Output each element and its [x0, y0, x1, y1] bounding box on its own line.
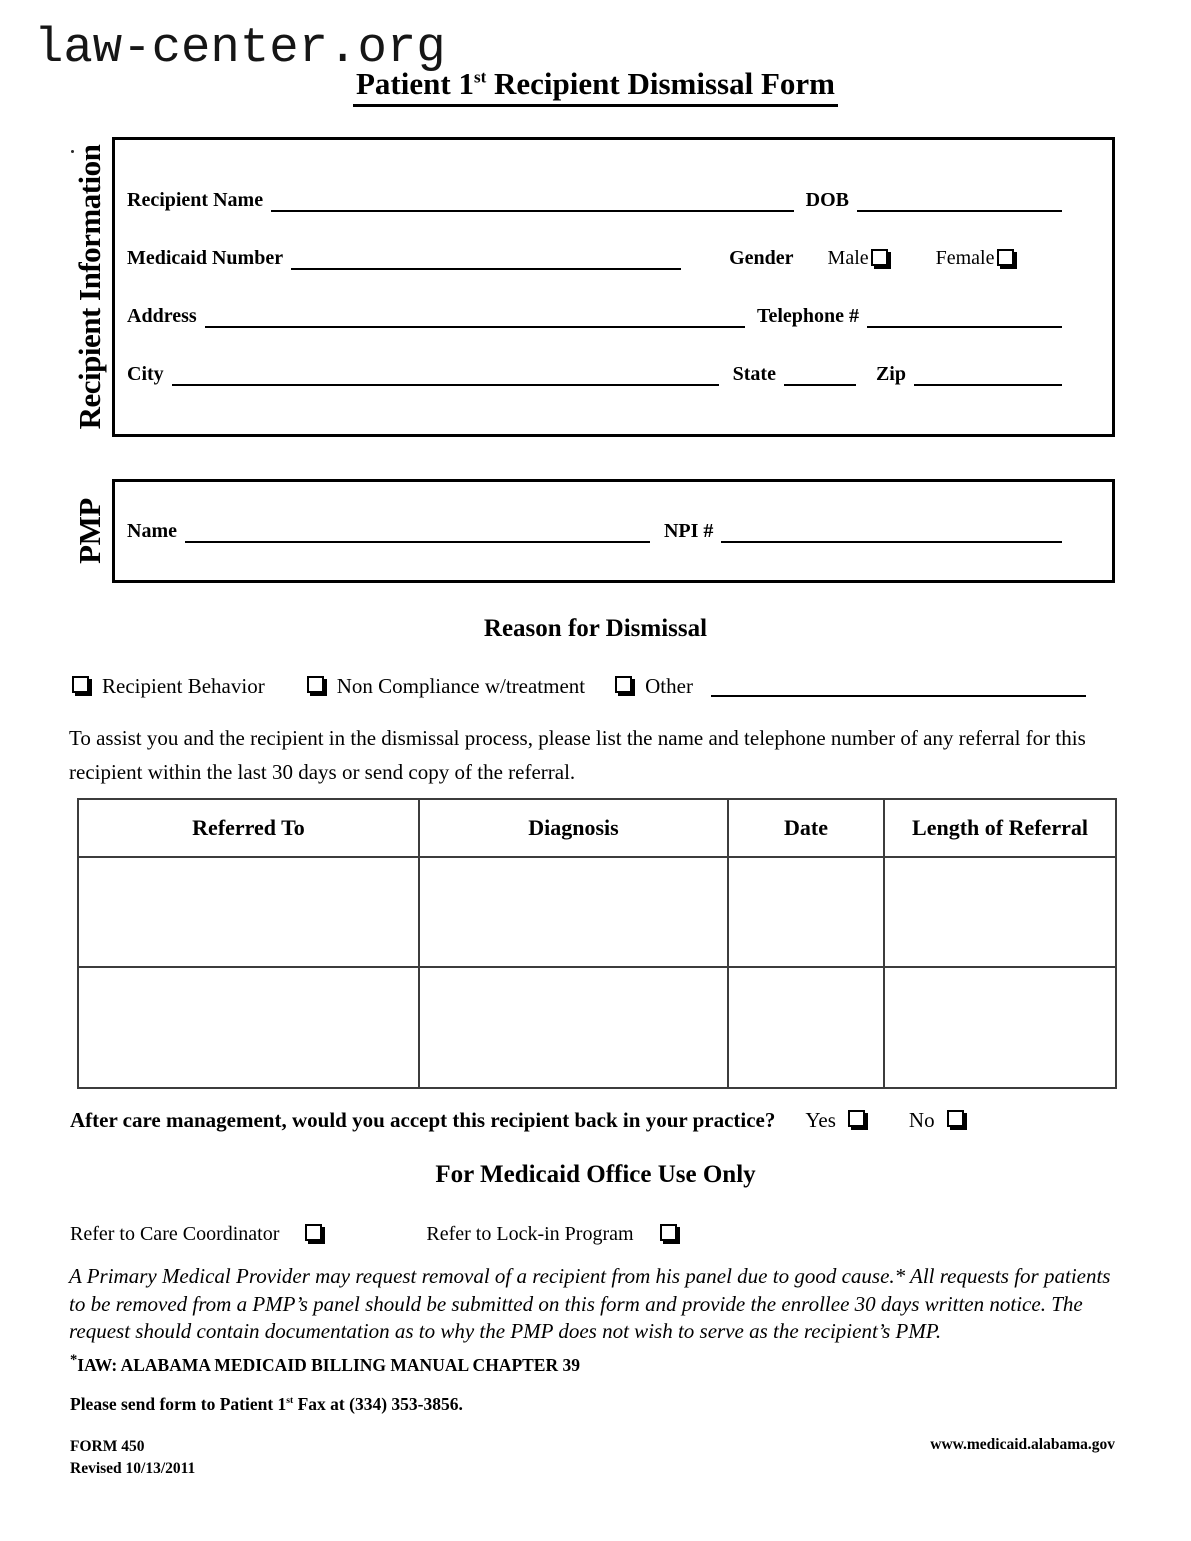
table-row [78, 857, 1116, 967]
recipient-section-label-column [68, 137, 112, 437]
medicaid-gender-row [127, 246, 1062, 270]
fax-suffix: Fax at (334) 353-3856. [293, 1394, 463, 1414]
iaw-reference [70, 1352, 580, 1376]
diagnosis-cell[interactable] [419, 857, 728, 967]
dob-line[interactable] [857, 188, 1062, 212]
length-cell[interactable] [884, 967, 1116, 1088]
no-label: No [908, 1107, 935, 1132]
referred-to-cell[interactable] [78, 967, 419, 1088]
recipient-name-label: Recipient Name [127, 189, 264, 211]
pmp-section-label-column [68, 479, 112, 583]
care-coordinator-checkbox[interactable] [305, 1224, 322, 1241]
zip-line[interactable] [914, 362, 1062, 386]
lockin-program-checkbox[interactable] [660, 1224, 677, 1241]
column-header-date: Date [728, 799, 884, 857]
zip-label: Zip [875, 363, 906, 385]
diagnosis-cell[interactable] [419, 967, 728, 1088]
column-header-diagnosis: Diagnosis [419, 799, 728, 857]
medicaid-number-label: Medicaid Number [127, 247, 284, 269]
recipient-name-row [127, 188, 1062, 212]
recipient-behavior-label: Recipient Behavior [102, 673, 265, 698]
referral-instructions: To assist you and the recipient in the dismissal process, please list the name and telephone number of any referral for this recipient within the last 30 days or send copy of the referral. [69, 726, 1086, 784]
referral-table [77, 798, 1117, 1089]
recipient-section-label: Recipient Information [72, 144, 107, 430]
yes-checkbox[interactable] [848, 1110, 865, 1127]
recipient-behavior-checkbox[interactable] [72, 676, 89, 693]
recipient-name-line[interactable] [271, 188, 794, 212]
recipient-information-box [112, 137, 1115, 437]
city-label: City [127, 363, 164, 385]
other-reason-line[interactable] [711, 673, 1086, 697]
date-cell[interactable] [728, 967, 884, 1088]
female-checkbox[interactable] [997, 249, 1014, 266]
office-refer-row [70, 1221, 677, 1247]
column-header-referred-to: Referred To [78, 799, 419, 857]
pmp-name-npi-row [127, 519, 1062, 543]
yes-label: Yes [805, 1107, 836, 1132]
non-compliance-label: Non Compliance w/treatment [336, 673, 586, 698]
date-cell[interactable] [728, 857, 884, 967]
reason-options-row [70, 672, 1086, 700]
city-line[interactable] [172, 362, 719, 386]
telephone-line[interactable] [867, 304, 1062, 328]
non-compliance-checkbox[interactable] [307, 676, 324, 693]
recipient-information-section [68, 137, 1115, 437]
form-number: FORM 450 [70, 1438, 145, 1455]
pmp-name-line[interactable] [185, 519, 650, 543]
city-state-zip-row [127, 362, 1062, 386]
gender-label: Gender [729, 247, 794, 269]
npi-label: NPI # [663, 520, 714, 542]
iaw-text: IAW: ALABAMA MEDICAID BILLING MANUAL CHAPTER 39 [77, 1354, 580, 1375]
referral-table-header-row [78, 799, 1116, 857]
pmp-name-label: Name [127, 520, 177, 542]
iaw-asterisk: * [70, 1352, 78, 1368]
pmp-section [68, 479, 1115, 583]
good-cause-notice: A Primary Medical Provider may request removal of a recipient from his panel due to good cause.* All requests for patients to be removed from a PMP’s panel should be submitted on this form and provide the enrollee 30 days written notice. The request should contain documentation as to why the PMP does not wish to serve as the recipient’s PMP. [69, 1264, 1111, 1343]
column-header-length: Length of Referral [884, 799, 1116, 857]
watermark-text: law-center.org [34, 20, 446, 76]
male-label: Male [827, 247, 869, 269]
npi-line[interactable] [721, 519, 1062, 543]
pmp-section-label: PMP [72, 498, 107, 564]
aftercare-question: After care management, would you accept this recipient back in your practice? [70, 1107, 776, 1132]
revision-date: Revised 10/13/2011 [70, 1459, 196, 1477]
address-telephone-row [127, 304, 1062, 328]
aftercare-row [70, 1106, 964, 1134]
page-title [0, 66, 1191, 107]
other-reason-label: Other [645, 673, 693, 698]
care-coordinator-label: Refer to Care Coordinator [70, 1222, 280, 1245]
state-line[interactable] [784, 362, 856, 386]
table-row [78, 967, 1116, 1088]
male-checkbox[interactable] [871, 249, 888, 266]
dob-label: DOB [805, 189, 849, 211]
address-line[interactable] [205, 304, 745, 328]
other-reason-checkbox[interactable] [615, 676, 632, 693]
telephone-label: Telephone # [756, 305, 859, 327]
title-suffix: Recipient Dismissal Form [486, 66, 835, 101]
title-prefix: Patient 1 [356, 66, 474, 101]
lockin-program-label: Refer to Lock-in Program [426, 1222, 634, 1245]
footer-left [70, 1436, 195, 1479]
footer-website: www.medicaid.alabama.gov [930, 1436, 1115, 1453]
pmp-box [112, 479, 1115, 583]
office-use-heading: For Medicaid Office Use Only [435, 1161, 756, 1188]
fax-superscript: st [286, 1395, 294, 1407]
referred-to-cell[interactable] [78, 857, 419, 967]
reason-heading: Reason for Dismissal [483, 615, 708, 642]
female-label: Female [935, 247, 995, 269]
length-cell[interactable] [884, 857, 1116, 967]
fax-prefix: Please send form to Patient 1 [70, 1394, 287, 1414]
address-label: Address [127, 305, 197, 327]
no-checkbox[interactable] [947, 1110, 964, 1127]
fax-instruction [70, 1394, 463, 1415]
state-label: State [732, 363, 776, 385]
medicaid-number-line[interactable] [291, 246, 681, 270]
title-superscript: st [473, 67, 487, 87]
